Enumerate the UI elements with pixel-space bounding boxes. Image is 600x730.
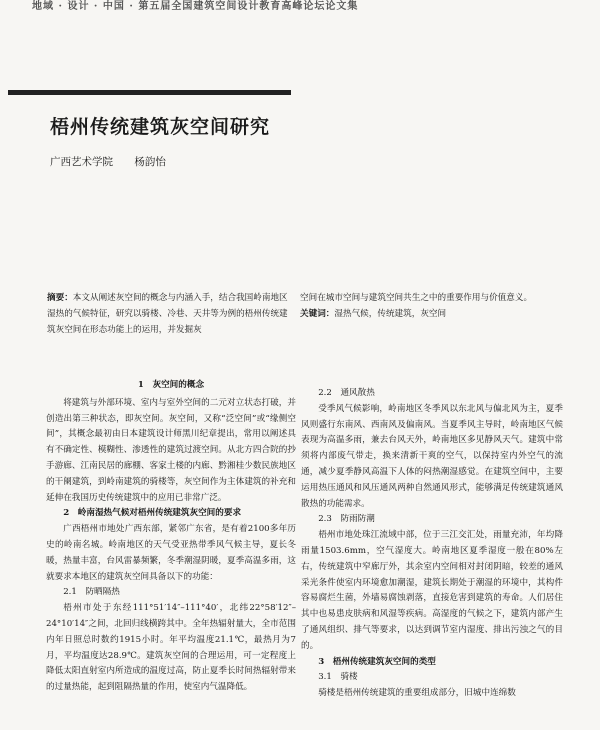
- section-3-1-paragraph: 骑楼是梧州传统建筑的重要组成部分，旧城中连绵数: [318, 688, 516, 699]
- section-2-paragraph: 广西梧州市地处广西东部，紧邻广东省，是有着2100多年历史的岭南名城。岭南地区的天气受亚热带季风气候主导，夏长冬暖，热量丰富，台风雷暴频繁，冬季潮湿阴暖，夏季高温多雨，这就要求本地区的建筑灰空间具备以下的功能：: [46, 524, 296, 582]
- abstract-label: 摘要：: [47, 293, 73, 303]
- keywords-label: 关键词：: [300, 309, 335, 319]
- keywords-line: [300, 306, 562, 322]
- keywords: 湿热气候，传统建筑，灰空间: [334, 309, 447, 319]
- section-2-3-paragraph: 梧州市地处珠江流域中部，位于三江交汇处，雨量充沛，年均降雨量1503.6mm，空气湿度大。岭南地区夏季湿度一般在80%左右，传统建筑中窄廊厅外，其余室内空间相对封闭阴暗，较差的通风采光条件使室内环境愈加潮湿，建筑长期处于潮湿的环境中，其构件容易腐烂生菌，外墙易腐蚀剥落，直接危害到建筑的寿命。人们居住其中也易患皮肤病和风湿等疾病。高湿度的气候之下，建筑内部产生了通风组织、排气等要求，以达到调节室内湿度、排出污浊之气的目的。: [301, 530, 563, 651]
- body-right-column: [301, 378, 563, 702]
- title-rule: [8, 90, 291, 95]
- section-2-2-heading: 2.2 通风散热: [318, 388, 375, 398]
- section-2-1-heading: 2.1 防晒隔热: [63, 587, 120, 598]
- section-2-3-heading: 2.3 防雨防潮: [318, 514, 375, 525]
- section-2-heading: 2 岭南湿热气候对梧州传统建筑灰空间的要求: [63, 508, 242, 519]
- running-header: 地域 · 设计 · 中国 · 第五届全国建筑空间设计教育高峰论坛论文集: [32, 1, 359, 10]
- section-2-1-paragraph: 梧州市处于东经111°51′14″–111°40′，北纬22°58′12″–24°10′14″之间，北回归线横跨其中。全年热辐射量大，全市范围内年日照总时数约1915小时。年平均温度21.1℃，最热月为7月，平均温度达28.9℃。建筑灰空间的合理运用，可一定程度上降低太阳直射室内所造成的温度过高，防止夏季长时间热辐射带来的过量热能，起到阻隔热量的作用，使室内气温降低。: [46, 603, 296, 693]
- running-header-strip: [0, 0, 600, 10]
- section-1-paragraph: 将建筑与外部环境、室内与室外空间的二元对立状态打破，并创造出第三种状态，即灰空间。灰空间，又称“泛空间”或“缘侧空间”，其概念最初由日本建筑设计师黑川纪章提出，常用以阐述具有不确定性、模糊性、渗透性的建筑过渡空间。从北方四合院的抄手游廊、江南民居的廊棚、客家土楼的内廊、黔湘桂少数民族地区的干阑建筑，到岭南建筑的骑楼等，灰空间作为主体建筑的补充和延伸在我国历史传统建筑中的应用已非常广泛。: [46, 397, 296, 503]
- abstract-text-left: 本文从阐述灰空间的概念与内涵入手，结合我国岭南地区湿热的气候特征，研究以骑楼、冷巷、天井等为例的梧州传统建筑灰空间在形态功能上的运用，并发掘灰: [47, 293, 288, 335]
- body-left-column: [46, 378, 296, 696]
- affiliation: 广西艺术学院: [50, 156, 113, 168]
- section-3-1-heading: 3.1 骑楼: [318, 672, 358, 683]
- author-line: [50, 154, 184, 169]
- abstract-right: [300, 290, 562, 322]
- abstract-text-right: 空间在城市空间与建筑空间共生之中的重要作用与价值意义。: [300, 293, 533, 303]
- section-1-heading: 1 灰空间的概念: [137, 380, 205, 390]
- article-title: 梧州传统建筑灰空间研究: [50, 116, 271, 138]
- author-name: 杨韵怡: [134, 156, 166, 168]
- abstract-left: [47, 290, 295, 338]
- section-2-2-paragraph: 受季风气候影响，岭南地区冬季风以东北风与偏北风为主，夏季风则盛行东南风、西南风及偏南风。当夏季风主导时，岭南地区气候表现为高温多雨，兼去台风天外，岭南地区多见静风天气。建筑中常须将内部废气带走，换来清新干爽的空气，以保持室内外空气的流通，减少夏季静风高温下人体的闷热潮湿感觉。在建筑空间中，主要运用热压通风和风压通风两种自然通风形式，能够满足传统建筑通风散热的功能需求。: [301, 403, 563, 509]
- section-3-heading: 3 梧州传统建筑灰空间的类型: [318, 656, 436, 667]
